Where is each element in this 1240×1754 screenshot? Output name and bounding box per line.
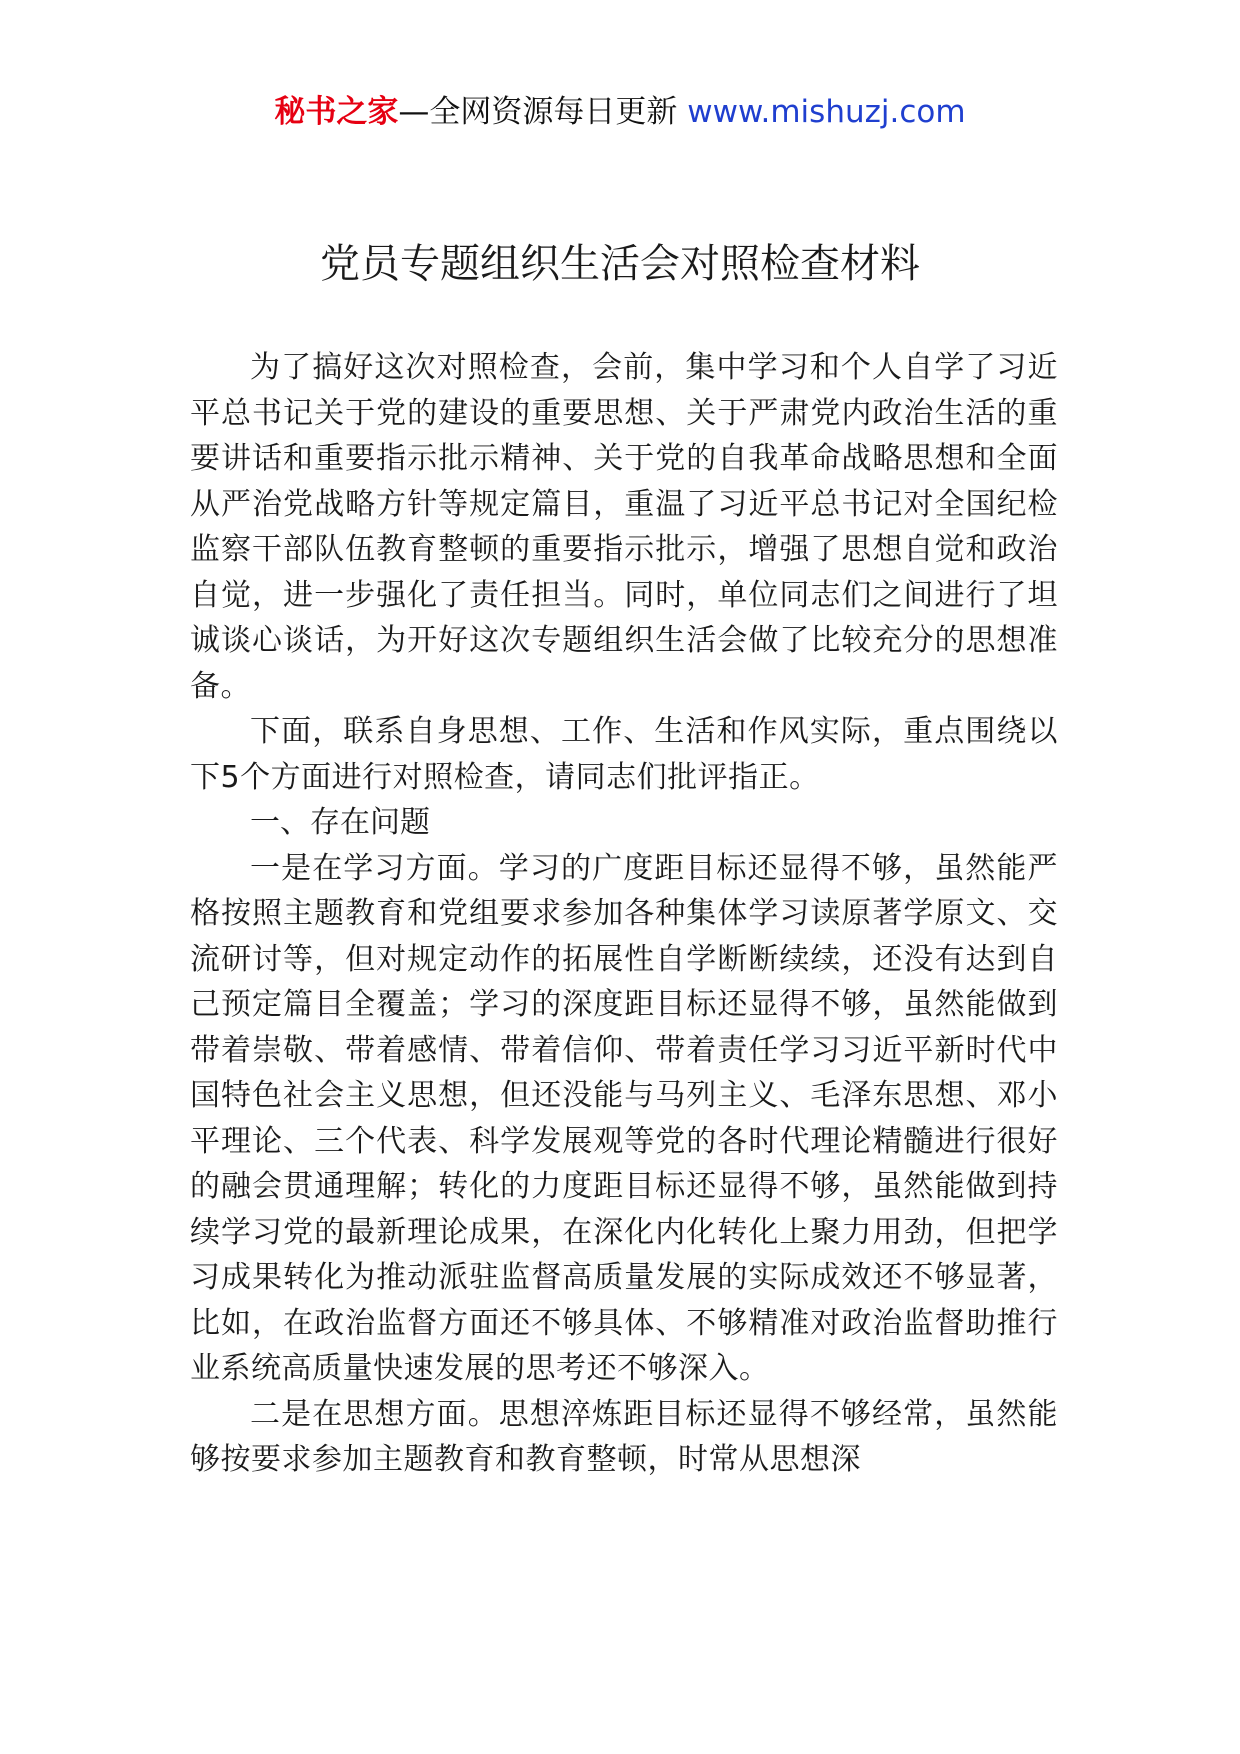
section-heading-problems: 一、存在问题	[250, 805, 430, 840]
site-header	[0, 92, 1240, 132]
section-paragraph-thought: 二是在思想方面。思想淬炼距目标还显得不够经常，虽然能够按要求参加主题教育和教育整顿，时常从思想深	[190, 1396, 1058, 1477]
brand-name: 秘书之家	[274, 94, 399, 130]
intro-paragraph-2: 下面，联系自身思想、工作、生活和作风实际，重点围绕以下5个方面进行对照检查，请同志们批评指正。	[190, 714, 1058, 795]
document-body	[190, 345, 1058, 1483]
header-tagline: —全网资源每日更新	[398, 94, 688, 130]
intro-paragraph-1: 为了搞好这次对照检查，会前，集中学习和个人自学了习近平总书记关于党的建设的重要思想、关于严肃党内政治生活的重要讲话和重要指示批示精神、关于党的自我革命战略思想和全面从严治党战略方针等规定篇目，重温了习近平总书记对全国纪检监察干部队伍教育整顿的重要指示批示，增强了思想自觉和政治自觉，进一步强化了责任担当。同时，单位同志们之间进行了坦诚谈心谈话，为开好这次专题组织生活会做了比较充分的思想准备。	[190, 350, 1058, 704]
document-title: 党员专题组织生活会对照检查材料	[320, 241, 920, 287]
site-url-link[interactable]: www.mishuzj.com	[687, 94, 966, 130]
section-paragraph-study: 一是在学习方面。学习的广度距目标还显得不够，虽然能严格按照主题教育和党组要求参加各种集体学习读原著学原文、交流研讨等，但对规定动作的拓展性自学断断续续，还没有达到自己预定篇目全覆盖；学习的深度距目标还显得不够，虽然能做到带着崇敬、带着感情、带着信仰、带着责任学习习近平新时代中国特色社会主义思想，但还没能与马列主义、毛泽东思想、邓小平理论、三个代表、科学发展观等党的各时代理论精髓进行很好的融会贯通理解；转化的力度距目标还显得不够，虽然能做到持续学习党的最新理论成果，在深化内化转化上聚力用劲，但把学习成果转化为推动派驻监督高质量发展的实际成效还不够显著，比如，在政治监督方面还不够具体、不够精准对政治监督助推行业系统高质量快速发展的思考还不够深入。	[190, 850, 1058, 1386]
